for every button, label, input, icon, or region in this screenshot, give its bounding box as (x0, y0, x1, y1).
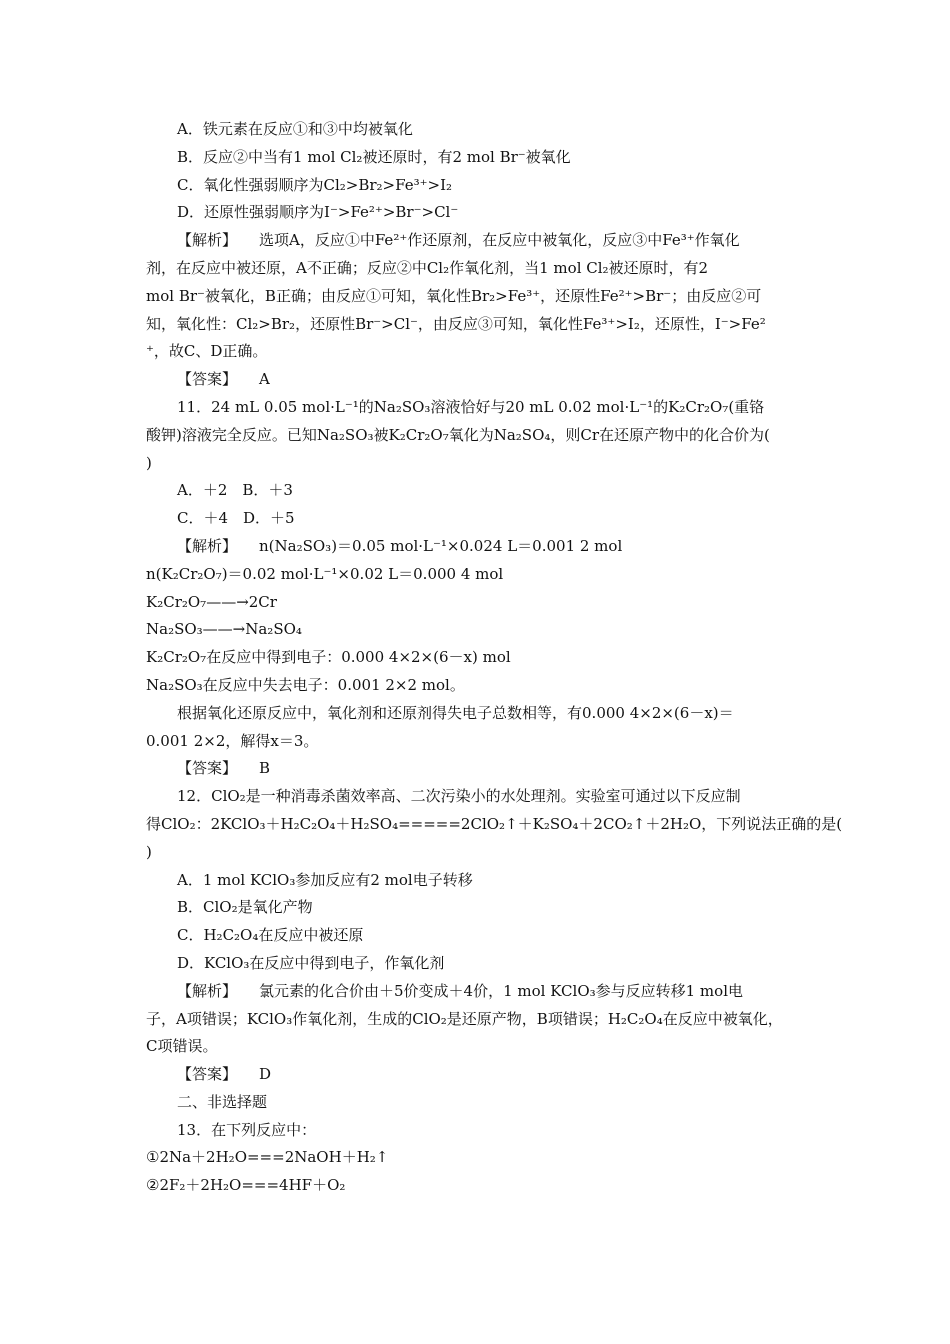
q11-analysis-line-1 (0, 533, 950, 561)
q10-option-a: A．铁元素在反应①和③中均被氧化 (177, 120, 413, 138)
q10-option-d: D．还原性强弱顺序为I⁻>Fe²⁺>Br⁻>Cl⁻ (177, 203, 459, 222)
q11-stem-line-1: 11．24 mL 0.05 mol·L⁻¹的Na₂SO₃溶液恰好与20 mL 0.02 mol·L⁻¹的K₂Cr₂O₇(重铬 (177, 397, 765, 416)
answer-label: 【答案】 (177, 1065, 238, 1084)
answer-value: D (259, 1065, 272, 1084)
q10-answer (0, 366, 950, 394)
answer-value: B (259, 759, 271, 778)
q13-reaction-2: ②2F₂＋2H₂O===4HF＋O₂ (146, 1176, 346, 1195)
answer-value: A (259, 370, 270, 389)
q10-option-b: B．反应②中当有1 mol Cl₂被还原时，有2 mol Br⁻被氧化 (177, 147, 571, 166)
q11-analysis-line-8: 0.001 2×2，解得x＝3。 (146, 731, 319, 750)
q12-analysis-line-3: C项错误。 (146, 1037, 218, 1056)
q10-analysis-line-5: ⁺，故C、D正确。 (146, 342, 268, 361)
q13-reaction-1: ①2Na＋2H₂O===2NaOH＋H₂↑ (146, 1148, 389, 1167)
q12-option-d: D．KClO₃在反应中得到电子，作氧化剂 (177, 953, 445, 972)
analysis-label: 【解析】 (177, 536, 238, 555)
q13-stem: 13．在下列反应中： (177, 1120, 317, 1139)
q12-stem-line-3: ) (146, 842, 152, 861)
q12-answer (0, 1061, 950, 1089)
answer-label: 【答案】 (177, 759, 238, 778)
q11-options-line-1: A．＋2 B．＋3 (177, 481, 293, 500)
q11-analysis-line-5: K₂Cr₂O₇在反应中得到电子：0.000 4×2×(6－x) mol (146, 648, 511, 667)
q10-analysis-line-3: mol Br⁻被氧化，B正确；由反应①可知，氧化性Br₂>Fe³⁺，还原性Fe²⁺>Br⁻；由反应②可 (146, 286, 762, 305)
q11-analysis-line-2: n(K₂Cr₂O₇)＝0.02 mol·L⁻¹×0.02 L＝0.000 4 mol (146, 564, 504, 583)
q12-option-c: C．H₂C₂O₄在反应中被还原 (177, 926, 364, 945)
q11-options-line-2: C．＋4 D．＋5 (177, 509, 295, 528)
q12-stem-line-1: 12．ClO₂是一种消毒杀菌效率高、二次污染小的水处理剂。实验室可通过以下反应制 (177, 787, 741, 806)
q11-stem-line-3: ) (146, 453, 152, 472)
analysis-text: 氯元素的化合价由＋5价变成＋4价，1 mol KClO₃参与反应转移1 mol电 (259, 981, 743, 1000)
q10-analysis-line-2: 剂，在反应中被还原，A不正确；反应②中Cl₂作氧化剂，当1 mol Cl₂被还原时，有2 (146, 258, 709, 277)
answer-label: 【答案】 (177, 370, 238, 389)
q10-analysis-line-4: 知，氧化性：Cl₂>Br₂，还原性Br⁻>Cl⁻，由反应③可知，氧化性Fe³⁺>I₂，还原性，I⁻>Fe² (146, 314, 766, 333)
q10-option-c: C．氧化性强弱顺序为Cl₂>Br₂>Fe³⁺>I₂ (177, 175, 453, 194)
q10-analysis-line-1 (0, 227, 950, 255)
q12-option-b: B．ClO₂是氧化产物 (177, 898, 313, 917)
q11-analysis-line-4: Na₂SO₃——→Na₂SO₄ (146, 620, 302, 639)
q12-analysis-line-1 (0, 978, 950, 1006)
q11-analysis-line-7: 根据氧化还原反应中，氧化剂和还原剂得失电子总数相等，有0.000 4×2×(6－x)＝ (177, 703, 734, 722)
analysis-text: n(Na₂SO₃)＝0.05 mol·L⁻¹×0.024 L＝0.001 2 mol (259, 536, 623, 555)
q11-analysis-line-6: Na₂SO₃在反应中失去电子：0.001 2×2 mol。 (146, 675, 465, 694)
section-title: 二、非选择题 (177, 1092, 268, 1111)
q11-answer (0, 755, 950, 783)
q11-analysis-line-3: K₂Cr₂O₇——→2Cr (146, 592, 277, 611)
document-body (0, 116, 950, 1200)
analysis-text: 选项A，反应①中Fe²⁺作还原剂，在反应中被氧化，反应③中Fe³⁺作氧化 (259, 231, 740, 250)
q12-option-a: A．1 mol KClO₃参加反应有2 mol电子转移 (177, 870, 473, 889)
q11-stem-line-2: 酸钾)溶液完全反应。已知Na₂SO₃被K₂Cr₂O₇氧化为Na₂SO₄，则Cr在还原产物中的化合价为( (146, 425, 770, 444)
analysis-label: 【解析】 (177, 981, 238, 1000)
q12-analysis-line-2: 子，A项错误；KClO₃作氧化剂，生成的ClO₂是还原产物，B项错误；H₂C₂O₄在反应中被氧化， (146, 1009, 783, 1028)
q12-stem-line-2: 得ClO₂：2KClO₃＋H₂C₂O₄＋H₂SO₄=====2ClO₂↑＋K₂SO₄＋2CO₂↑＋2H₂O，下列说法正确的是( (146, 814, 843, 833)
analysis-label: 【解析】 (177, 231, 238, 250)
